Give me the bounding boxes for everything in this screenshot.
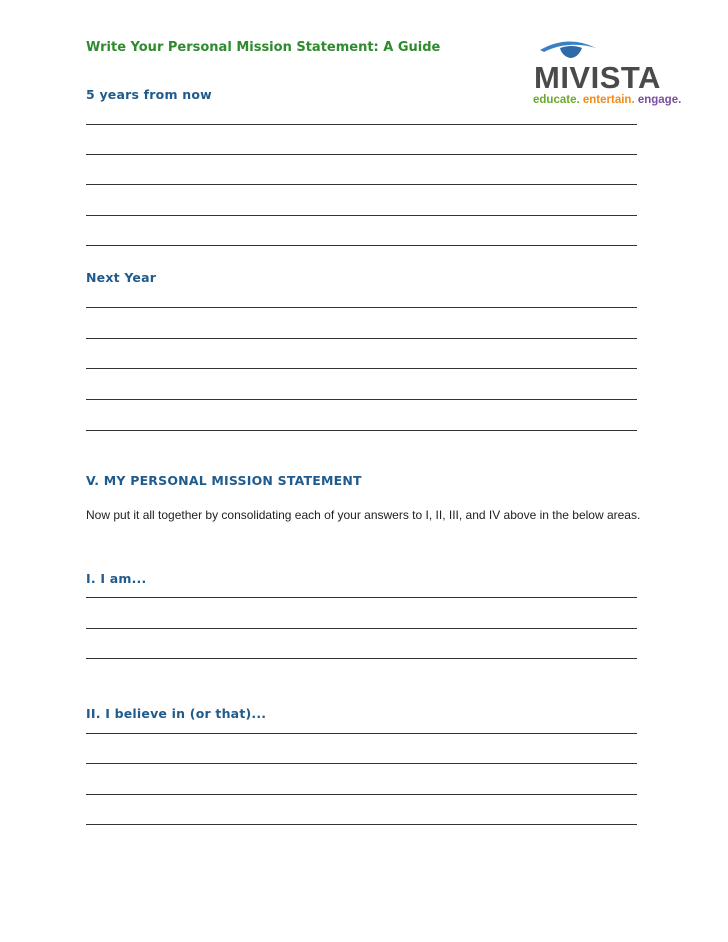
answer-line[interactable] bbox=[86, 154, 637, 155]
answer-line[interactable] bbox=[86, 658, 637, 659]
answer-line[interactable] bbox=[86, 124, 637, 125]
answer-line[interactable] bbox=[86, 430, 637, 431]
heading-five-years: 5 years from now bbox=[86, 87, 212, 102]
heading-i-am: I. I am... bbox=[86, 571, 147, 586]
mission-instructions: Now put it all together by consolidating each of your answers to I, II, III, and IV above in the below areas. bbox=[86, 508, 641, 522]
document-title: Write Your Personal Mission Statement: A Guide bbox=[86, 40, 441, 55]
answer-line[interactable] bbox=[86, 307, 637, 308]
answer-line[interactable] bbox=[86, 245, 637, 246]
answer-line[interactable] bbox=[86, 338, 637, 339]
answer-line[interactable] bbox=[86, 733, 637, 734]
heading-i-believe: II. I believe in (or that)... bbox=[86, 706, 267, 721]
logo-wordmark: MIVISTA bbox=[534, 60, 661, 95]
answer-line[interactable] bbox=[86, 824, 637, 825]
tagline-educate: educate. bbox=[533, 94, 580, 106]
tagline-engage: engage. bbox=[637, 94, 682, 106]
mivista-logo bbox=[524, 38, 684, 118]
eye-swoosh-icon bbox=[538, 38, 598, 62]
tagline-entertain: entertain. bbox=[582, 94, 635, 106]
answer-line[interactable] bbox=[86, 628, 637, 629]
answer-line[interactable] bbox=[86, 399, 637, 400]
answer-line[interactable] bbox=[86, 184, 637, 185]
heading-mission-statement: V. MY PERSONAL MISSION STATEMENT bbox=[86, 473, 362, 488]
answer-line[interactable] bbox=[86, 215, 637, 216]
answer-line[interactable] bbox=[86, 794, 637, 795]
answer-line[interactable] bbox=[86, 368, 637, 369]
heading-next-year: Next Year bbox=[86, 270, 157, 285]
answer-line[interactable] bbox=[86, 597, 637, 598]
logo-tagline bbox=[533, 94, 681, 106]
answer-line[interactable] bbox=[86, 763, 637, 764]
